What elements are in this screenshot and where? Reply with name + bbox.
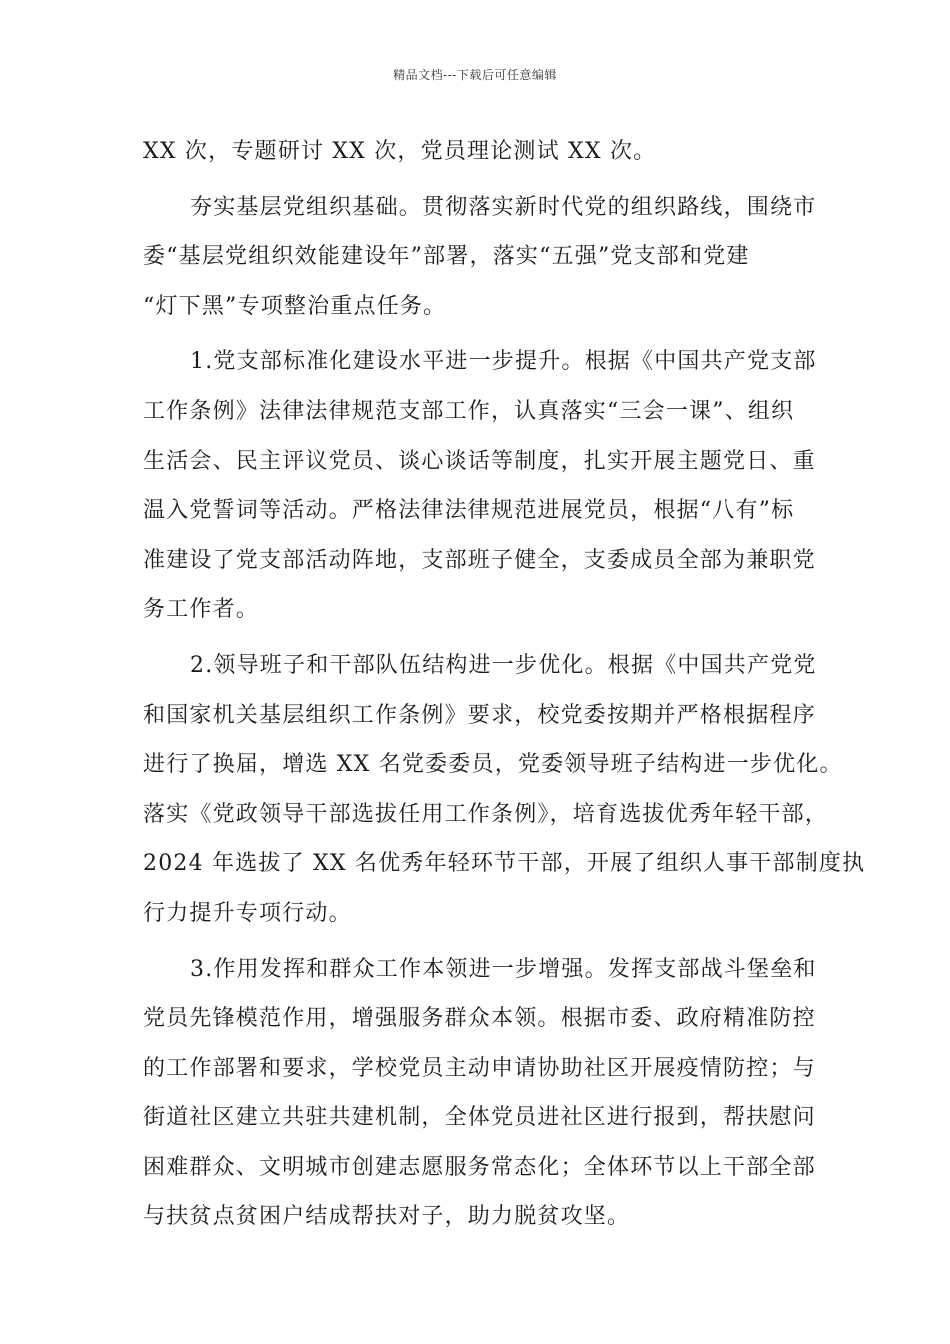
paragraph-item-3	[143, 945, 817, 1243]
text-line: 党员先锋模范作用，增强服务群众本领。根据市委、政府精准防控	[143, 1006, 816, 1032]
text-line: 街道社区建立共驻共建机制，全体党员进社区进行报到，帮扶慰问	[143, 1105, 816, 1131]
text-line: 落实《党政领导干部选拔任用工作条例》，培育选拔优秀年轻干部，	[143, 801, 829, 827]
paragraph-grassroots	[143, 183, 817, 332]
text-line: 夯实基层党组织基础。贯彻落实新时代党的组织路线，围绕市	[190, 194, 817, 220]
text-line: 进行了换届，增选 XX 名党委委员，党委领导班子结构进一步优化。	[143, 752, 843, 778]
text-line: 和国家机关基层组织工作条例》要求，校党委按期并严格根据程序	[143, 702, 816, 728]
text-line: 准建设了党支部活动阵地，支部班子健全，支委成员全部为兼职党	[143, 547, 816, 573]
text-line: 温入党誓词等活动。严格法律法律规范进展党员，根据“八有”标	[143, 498, 795, 524]
paragraph-item-2	[143, 641, 866, 939]
text-line: 1.党支部标准化建设水平进一步提升。根据《中国共产党支部	[190, 349, 817, 375]
text-line: XX 次，专题研讨 XX 次，党员理论测试 XX 次。	[143, 139, 657, 164]
page-header: 精品文档---下载后可任意编辑	[393, 68, 557, 82]
text-line: 困难群众、文明城市创建志愿服务常态化；全体环节以上干部全部	[143, 1154, 816, 1180]
paragraph-continuation	[143, 127, 807, 177]
paragraph-item-1	[143, 337, 817, 635]
text-line: 委“基层党组织效能建设年”部署，落实“五强”党支部和党建	[143, 244, 750, 270]
text-line: “灯下黑”专项整治重点任务。	[143, 293, 447, 319]
text-line: 工作条例》法律法律规范支部工作，认真落实“三会一课”、组织	[143, 398, 795, 424]
text-line: 2024 年选拔了 XX 名优秀年轻环节干部，开展了组织人事干部制度执	[143, 851, 866, 877]
text-line: 务工作者。	[143, 597, 260, 623]
text-line: 2.领导班子和干部队伍结构进一步优化。根据《中国共产党党	[190, 652, 817, 678]
text-line: 的工作部署和要求，学校党员主动申请协助社区开展疫情防控；与	[143, 1055, 816, 1081]
text-line: 3.作用发挥和群众工作本领进一步增强。发挥支部战斗堡垒和	[190, 956, 817, 982]
text-line: 生活会、民主评议党员、谈心谈话等制度，扎实开展主题党日、重	[143, 448, 816, 474]
text-line: 行力提升专项行动。	[143, 900, 352, 926]
text-line: 与扶贫点贫困户结成帮扶对子，助力脱贫攻坚。	[143, 1204, 631, 1230]
document-body	[143, 127, 866, 1242]
